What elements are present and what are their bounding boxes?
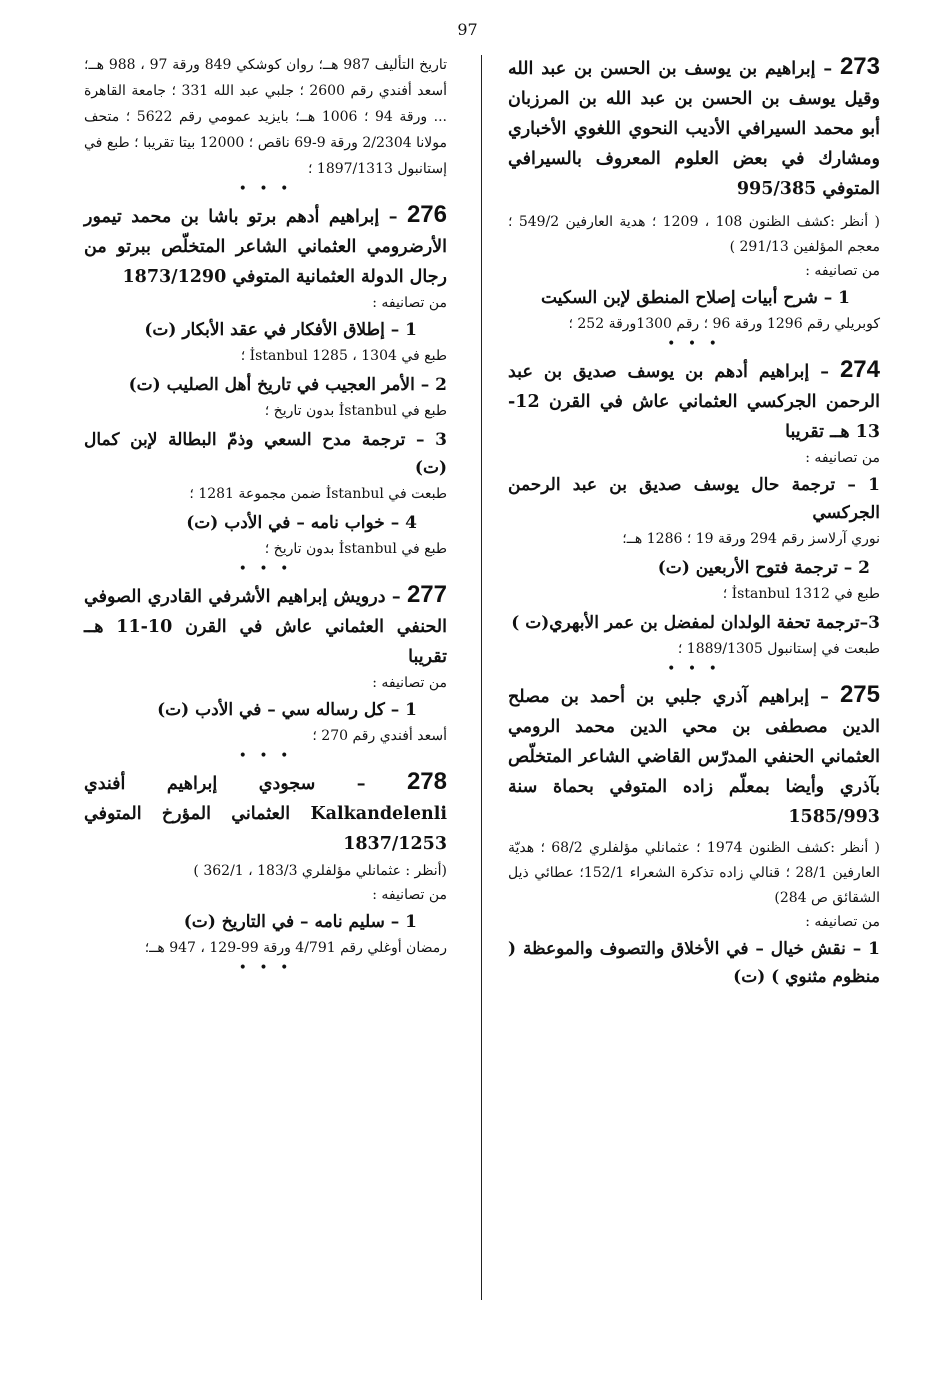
works-label: من تصانيفه : — [372, 887, 447, 903]
entry-275-refs: ( أنظر :كشف الظنون 1974 ؛ عثمانلي مؤلفلري 68/2 ؛ هديّة العارفين 28/1 ؛ قنالي زاده تذكرة الشعراء 152/1؛ عطائي ذيل الشقائق ص 284) — [508, 840, 881, 906]
left-column — [84, 52, 447, 979]
entry-text: – إبراهيم أدهم بن يوسف صديق بن عبد الرحمن الجركسي العثماني عاش في القرن 12-13 هــ تقريبا — [508, 362, 880, 442]
entry-276-heading — [84, 200, 447, 292]
column-divider — [481, 55, 482, 1300]
separator: • • • — [238, 748, 293, 764]
work-print: طبعت في إستانبول 1889/1305 ؛ — [677, 641, 880, 657]
work-manuscripts: أسعد أفندي رقم 270 ؛ — [312, 728, 447, 744]
separator: • • • — [667, 336, 721, 352]
work-manuscripts: نوري آرلاسز رقم 294 ورقة 19 ؛ 1286 هــ؛ — [622, 531, 880, 547]
entry-273-heading — [508, 52, 880, 204]
entry-274-heading — [508, 355, 880, 447]
works-label: من تصانيفه : — [372, 295, 447, 311]
work-title: 1 – ترجمة حال يوسف صديق بن عبد الرحمن الجركسي — [508, 475, 880, 523]
work-title: 1 – شرح أبيات إصلاح المنطق لإبن السكيت — [540, 288, 850, 308]
entry-number: 276 — [406, 201, 447, 228]
entry-text: – إبراهيم بن يوسف بن الحسن بن عبد الله وقيل يوسف بن الحسن بن عبد الله بن المرزبان أبو محمد السيرافي الأديب النحوي اللغوي الأخباري ومشارك في بعض العلوم المعروف بالسيرافي المتوفي 995/385 — [508, 59, 880, 199]
entry-277-heading — [84, 580, 447, 672]
work-title: 1 – سليم نامه – في التاريخ (ت) — [183, 912, 417, 932]
separator: • • • — [238, 181, 293, 197]
works-label: من تصانيفه : — [805, 450, 880, 466]
separator: • • • — [238, 960, 293, 976]
work-title: 2 – الأمر العجيب في تاريخ أهل الصليب (ت) — [128, 375, 447, 395]
right-column — [508, 52, 880, 991]
work-print: طبع في İstanbul بدون تاريخ ؛ — [264, 403, 447, 419]
work-title: 1 – نقش خيال – في الأخلاق والتصوف والموعظة ( منظوم مثنوي ) (ت) — [508, 939, 880, 987]
entry-278-heading — [84, 767, 447, 859]
entry-number: 277 — [406, 581, 447, 608]
entry-275-heading — [508, 680, 880, 832]
continuation-text: تاريخ التأليف 987 هــ؛ روان كوشكي 849 ورقة 97 ، 988 هــ؛ أسعد أفندي رقم 2600 ؛ جلبي عبد الله 331 ؛ جامعة القاهرة ... ورقة 94 ؛ 1006 هــ؛ بايزيد عمومي رقم 5622 ؛ متحف مولانا 2/2304 ورقة 9-69 ناقص ؛ 12000 بيتا تقريبا ؛ طبع في إستانبول 1897/1313 ؛ — [84, 57, 448, 177]
entry-text: – سجودي إبراهيم أفندي Kalkandelenli العثماني المؤرخ المتوفي 1837/1253 — [84, 774, 447, 854]
work-title: 3 – ترجمة مدح السعي وذمّ البطالة لإبن كمال (ت) — [84, 430, 447, 478]
work-print: طبع في İstanbul بدون تاريخ ؛ — [264, 541, 447, 557]
work-title: 2 – ترجمة فتوح الأربعين (ت) — [657, 558, 870, 578]
entry-number: 278 — [406, 768, 447, 795]
entry-number: 273 — [839, 53, 880, 80]
entry-text: – درويش إبراهيم الأشرفي القادري الصوفي الحنفي العثماني عاش في القرن 10-11 هــ تقريبا — [84, 587, 447, 667]
works-label: من تصانيفه : — [805, 263, 880, 279]
separator: • • • — [667, 661, 721, 677]
entry-273-refs: ( أنظر :كشف الظنون 108 ، 1209 ؛ هدية العارفين 549/2 ؛ معجم المؤلفين 291/13 ) — [508, 214, 880, 255]
work-title: 4 – خواب نامه – في الأدب (ت) — [186, 513, 417, 533]
work-title: 1 – إطلاق الأفكار في عقد الأبكار (ت) — [144, 320, 417, 340]
entry-number: 275 — [839, 681, 880, 708]
work-print: طبع في İstanbul 1285 ، 1304 ؛ — [240, 348, 447, 364]
work-title: 3–ترجمة تحفة الولدان لمفضل بن عمر الأبهري(ت ) — [511, 613, 880, 633]
entry-278-refs: (أنظر : عثمانلي مؤلفلري 183/3 ، 362/1 ) — [193, 863, 447, 879]
work-title: 1 – كل رساله سي – في الأدب (ت) — [157, 700, 417, 720]
work-print: طبع في İstanbul 1312 ؛ — [722, 586, 880, 602]
page-number: 97 — [457, 20, 478, 39]
separator: • • • — [238, 561, 293, 577]
works-label: من تصانيفه : — [805, 914, 880, 930]
entry-text: – إبراهيم أدهم برتو باشا بن محمد تيمور الأرضرومي العثماني الشاعر المتخلّص ببرتو من رجال الدولة العثمانية المتوفي 1873/1290 — [84, 207, 447, 287]
work-manuscripts: كوبريلي رقم 1296 ورقة 96 ؛ رقم 1300ورقة 252 ؛ — [568, 316, 880, 332]
entry-number: 274 — [839, 356, 880, 383]
entry-text: – إبراهيم آذري جلبي بن أحمد بن مصلح الدين مصطفى بن محي الدين محمد الرومي العثماني الحنفي المدرّس القاضي الشاعر المتخلّص بآذري وأيضا بمعلّم زاده المتوفي بحماة سنة 1585/993 — [508, 687, 880, 827]
works-label: من تصانيفه : — [372, 675, 447, 691]
work-print: طبعت في İstanbul ضمن مجموعة 1281 ؛ — [189, 486, 447, 502]
work-manuscripts: رمضان أوغلي رقم 4/791 ورقة 99-129 ، 947 هــ؛ — [144, 940, 447, 956]
